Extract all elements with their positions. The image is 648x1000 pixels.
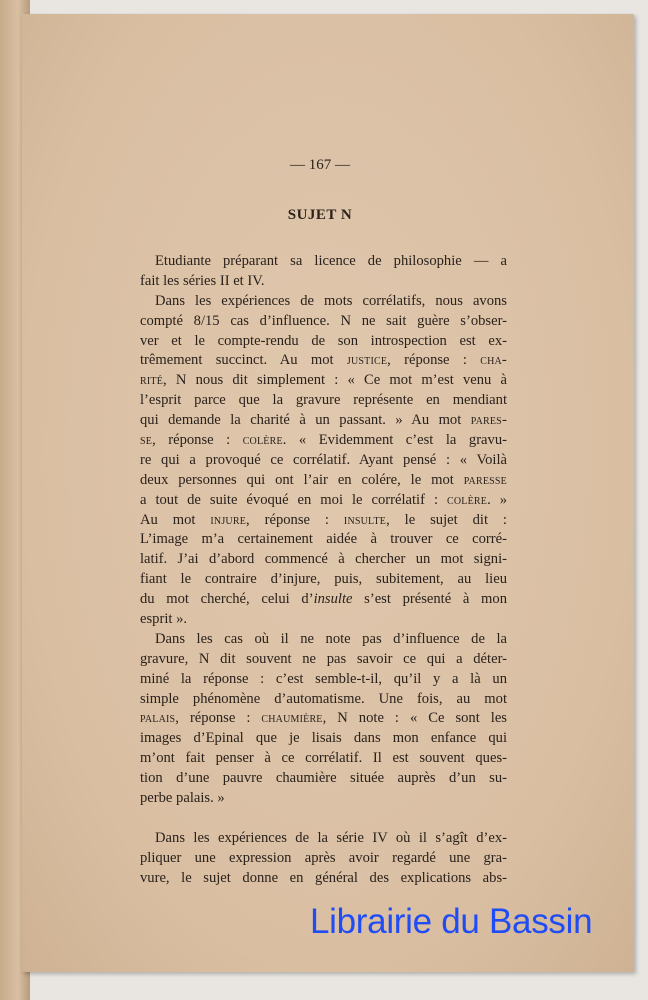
small-caps-word: se (140, 432, 153, 449)
text-line (140, 610, 507, 630)
text-line (140, 351, 507, 371)
text-run: fiant le contraire d’injure, puis, subitement, au lieu (140, 571, 507, 588)
text-run: tion d’une pauvre chaumière située auprès d’un su- (140, 770, 507, 787)
text-run: , N note : « Ce sont les (322, 710, 507, 727)
text-run: gravure, N dit souvent ne pas savoir ce qui a déter- (140, 650, 507, 667)
text-line (140, 411, 507, 431)
text-line (140, 729, 507, 749)
text-line (140, 690, 507, 710)
text-run: qui demande la charité à un passant. » Au mot (140, 412, 471, 429)
text-run: Etudiante préparant sa licence de philosophie — a (155, 253, 507, 269)
text-line (140, 511, 507, 531)
small-caps-word: colère (242, 432, 283, 449)
text-run: , réponse : (152, 432, 243, 449)
text-line (140, 630, 507, 650)
text-line (140, 590, 507, 610)
text-run: , réponse : (175, 710, 262, 727)
text-line (140, 709, 507, 729)
text-line (140, 769, 507, 789)
text-line (140, 252, 507, 272)
text-run: Dans les cas où il ne note pas d’influence de la (155, 630, 507, 647)
text-line (140, 332, 507, 352)
text-run: trêmement succinct. Au mot (140, 352, 347, 369)
text-run: fait les séries II et IV. (140, 272, 265, 289)
text-line (140, 829, 507, 849)
text-run: simple phénomène d’automatisme. Une fois, au mot (140, 690, 507, 707)
text-run: , réponse : (387, 352, 481, 369)
small-caps-word: injure (210, 511, 247, 528)
text-run: Dans les expériences de mots corrélatifs, nous avons (155, 292, 507, 309)
text-run: vure, le sujet donne en général des explications abs- (140, 869, 507, 886)
text-run: Au mot (140, 511, 211, 528)
page-number: — 167 — (290, 157, 350, 173)
small-caps-word: chaumière (261, 710, 323, 727)
small-caps-word: cha- (480, 352, 507, 369)
text-run: l’esprit parce que la gravure représente en mendiant (140, 392, 507, 409)
text-run: miné la réponse : c’est semble-t-il, qu’il y a là un (140, 670, 507, 687)
text-run: esprit ». (140, 611, 188, 628)
text-line (140, 371, 507, 391)
small-caps-word: rité (140, 372, 164, 389)
text-run: latif. J’ai d’abord commencé à chercher un mot signi- (140, 551, 507, 568)
text-run: , N nous dit simplement : « Ce mot m’est venu à (163, 372, 507, 389)
small-caps-word: paresse (463, 471, 507, 488)
watermark: Librairie du Bassin (310, 902, 593, 941)
text-line (140, 530, 507, 550)
italic-word: insulte (313, 591, 353, 608)
text-run: Dans les expériences de la série IV où il s’agît d’ex- (155, 829, 507, 846)
text-run: , réponse : (246, 511, 344, 528)
small-caps-word: palais (140, 710, 176, 727)
text-run: du mot cherché, celui d’ (140, 591, 314, 608)
text-line (140, 491, 507, 511)
text-line (140, 849, 507, 869)
text-line (140, 550, 507, 570)
text-run: deux personnes qui ont l’air en colére, le mot (140, 471, 464, 488)
text-run: images d’Epinal que je lisais dans mon enfance qui (140, 730, 507, 747)
text-line (140, 312, 507, 332)
text-run: pliquer une expression après avoir regardé une gra- (140, 849, 507, 866)
small-caps-word: pares- (470, 412, 507, 429)
text-run: a tout de suite évoqué en moi le corrélatif : (140, 491, 447, 508)
text-run: ver et le compte-rendu de son introspection est ex- (140, 332, 507, 349)
text-run: re qui a provoqué ce corrélatif. Ayant pensé : « Voilà (140, 451, 507, 468)
text-run: L’image m’a certainement aidée à trouver ce corré- (140, 531, 507, 548)
small-caps-word: justice (346, 352, 388, 369)
text-run: m’ont fait penser à ce corrélatif. Il est souvent ques- (140, 750, 507, 767)
text-line (140, 451, 507, 471)
text-line (140, 431, 507, 451)
text-line (140, 570, 507, 590)
paragraph-gap (140, 809, 507, 829)
text-line (140, 292, 507, 312)
small-caps-word: colère (446, 491, 488, 508)
text-line (140, 471, 507, 491)
small-caps-word: insulte (343, 511, 387, 528)
text-run: . » (487, 491, 507, 508)
text-line (140, 749, 507, 769)
text-line (140, 789, 507, 809)
body-text (140, 252, 507, 889)
text-run: . « Evidemment c’est la gravu- (282, 432, 507, 449)
text-line (140, 272, 507, 292)
text-line (140, 391, 507, 411)
text-line (140, 670, 507, 690)
text-run: compté 8/15 cas d’influence. N ne sait guère s’obser- (140, 312, 507, 329)
section-heading: SUJET N (287, 207, 353, 223)
text-line (140, 650, 507, 670)
text-line (140, 869, 507, 889)
text-run: , le sujet dit : (386, 511, 507, 528)
text-run: s’est présenté à mon (352, 591, 507, 608)
text-run: perbe palais. » (140, 790, 225, 807)
